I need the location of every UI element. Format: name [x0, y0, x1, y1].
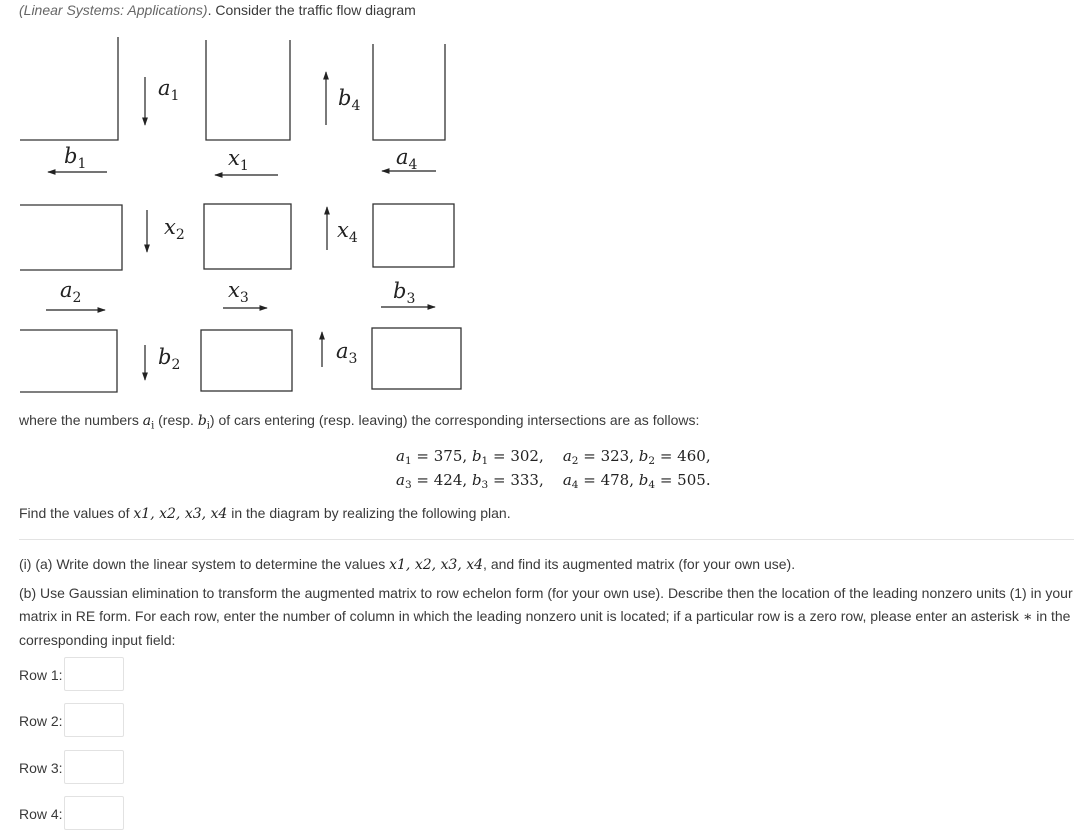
label-b3: $b_3$ [393, 279, 416, 307]
unknowns-list: x1, x2, x3, x4 [133, 506, 228, 522]
block-bot-right [372, 328, 461, 389]
equation-line-1: $a_1 = 375$, $b_1 = 302$, $a_2 = 323$, $b_2 = 460$, [396, 447, 711, 468]
block-mid-left [20, 205, 122, 270]
description-text: where the numbers $a_i$ (resp. $b_i$) of cars entering (resp. leaving) the corresponding intersections are as follows: [19, 412, 700, 432]
block-top-left [20, 37, 118, 140]
label-x4: $x_4$ [337, 218, 358, 246]
row-1-label: Row 1: [19, 667, 63, 683]
unknowns-list-a: x1, x2, x3, x4 [389, 557, 484, 573]
part-a-instructions: (i) (a) Write down the linear system to determine the values x1, x2, x3, x4, and find its augmented matrix (for your own use). [19, 556, 796, 573]
row-2-label: Row 2: [19, 713, 63, 729]
label-b1: $b_1$ [64, 144, 87, 172]
part-b-instructions: (b) Use Gaussian elimination to transform the augmented matrix to row echelon form (for your own use). Describe then the location of the leading nonzero units (1) in your matrix in RE form. For each row, enter the number of column in which the leading nonzero unit is located; if a particular row is a zero row, please enter an asterisk ∗ in the corresponding input field: [19, 585, 1073, 648]
row-4-input[interactable] [64, 796, 124, 830]
row-4-label: Row 4: [19, 806, 63, 822]
block-mid-middle [204, 204, 291, 269]
label-b2: $b_2$ [158, 345, 181, 373]
label-b4: $b_4$ [338, 86, 361, 114]
label-x3: $x_3$ [228, 278, 249, 306]
section-divider [19, 539, 1074, 540]
block-bot-left [20, 330, 117, 392]
block-mid-right [373, 204, 454, 267]
label-x1: $x_1$ [228, 146, 249, 174]
block-bot-middle [201, 330, 292, 391]
label-a4: $a_4$ [396, 145, 418, 173]
row-3-label: Row 3: [19, 760, 63, 776]
row-2-input[interactable] [64, 703, 124, 737]
row-1-input[interactable] [64, 657, 124, 691]
find-instructions: Find the values of x1, x2, x3, x4 in the diagram by realizing the following plan. [19, 505, 511, 522]
equation-line-2: $a_3 = 424$, $b_3 = 333$, $a_4 = 478$, $b_4 = 505$. [396, 471, 711, 492]
topic-label: (Linear Systems: Applications) [19, 2, 208, 18]
label-a2: $a_2$ [60, 278, 82, 306]
label-a3: $a_3$ [336, 339, 358, 367]
label-x2: $x_2$ [164, 215, 185, 243]
label-a1: $a_1$ [158, 76, 180, 104]
traffic-flow-diagram [0, 0, 1081, 400]
block-top-middle [206, 40, 290, 140]
block-top-right [373, 44, 445, 140]
row-3-input[interactable] [64, 750, 124, 784]
intro-text: . Consider the traffic flow diagram [207, 2, 416, 18]
